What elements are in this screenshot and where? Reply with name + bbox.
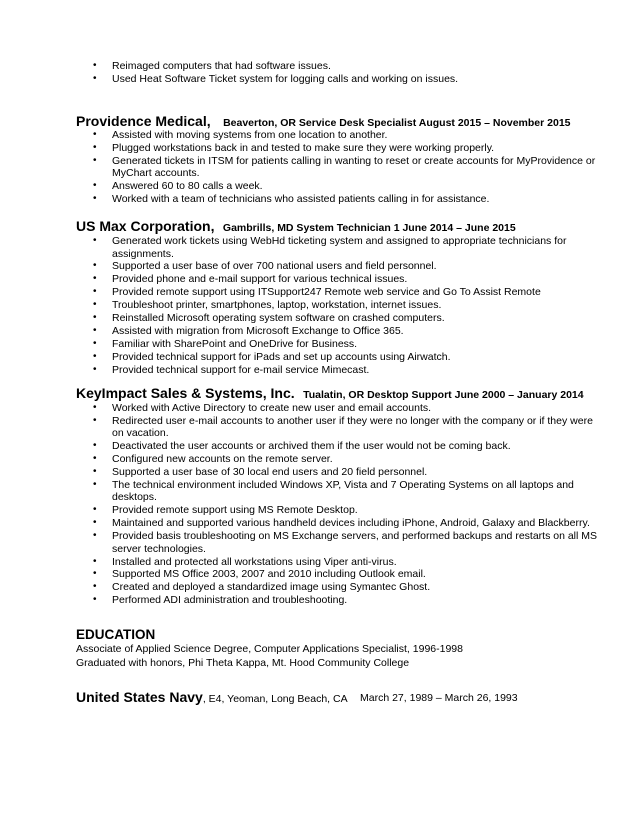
list-item: • Maintained and supported various handheld devices including iPhone, Android, Galaxy and Blackberry. <box>75 517 602 530</box>
navy-dates: March 27, 1989 – March 26, 1993 <box>360 692 518 704</box>
list-item: • Answered 60 to 80 calls a week. <box>75 180 602 193</box>
list-item: • Worked with Active Directory to create new user and email accounts. <box>75 402 602 415</box>
list-item: • Worked with a team of technicians who assisted patients calling in for assistance. <box>75 193 602 206</box>
education-honors: Graduated with honors, Phi Theta Kappa, Mt. Hood Community College <box>76 657 410 669</box>
job-heading-usmax <box>76 218 516 236</box>
company-name: Providence Medical, <box>76 113 211 129</box>
list-item: • Performed ADI administration and troubleshooting. <box>75 594 602 607</box>
list-item: • Provided technical support for e-mail service Mimecast. <box>75 364 602 377</box>
list-item: • Created and deployed a standardized image using Symantec Ghost. <box>75 581 602 594</box>
list-item: • Installed and protected all workstations using Viper anti-virus. <box>75 556 602 569</box>
list-item: • Plugged workstations back in and tested to make sure they were working properly. <box>75 142 602 155</box>
list-item: • Assisted with moving systems from one location to another. <box>75 129 602 142</box>
job-details: Tualatin, OR Desktop Support June 2000 – January 2014 <box>303 389 584 401</box>
list-item: • Configured new accounts on the remote server. <box>75 453 602 466</box>
list-item: • Reinstalled Microsoft operating system software on crashed computers. <box>75 312 602 325</box>
navy-name: United States Navy <box>76 689 203 705</box>
navy-details: , E4, Yeoman, Long Beach, CA <box>202 693 348 705</box>
job-bullet-list-keyimpact <box>0 402 602 607</box>
list-item: • Assisted with migration from Microsoft Exchange to Office 365. <box>75 325 602 338</box>
list-item: • Supported MS Office 2003, 2007 and 2010 including Outlook email. <box>75 568 602 581</box>
list-item: • Generated tickets in ITSM for patients calling in wanting to reset or create accounts for MyProvidence or MyChart accounts. <box>75 155 602 180</box>
list-item: • Provided remote support using MS Remote Desktop. <box>75 504 602 517</box>
list-item: • Provided technical support for iPads and set up accounts using Airwatch. <box>75 351 602 364</box>
job-details: Beaverton, OR Service Desk Specialist August 2015 – November 2015 <box>223 117 571 129</box>
list-item: • Redirected user e-mail accounts to another user if they were no longer with the company or if they were on vacation. <box>75 415 602 440</box>
navy-heading <box>76 689 518 707</box>
list-item: • Deactivated the user accounts or archived them if the user would not be coming back. <box>75 440 602 453</box>
job-details: Gambrills, MD System Technician 1 June 2014 – June 2015 <box>222 222 516 234</box>
company-name: US Max Corporation, <box>76 218 215 234</box>
top-bullet-list <box>0 60 602 86</box>
list-item: • Familiar with SharePoint and OneDrive for Business. <box>75 338 602 351</box>
list-item: • Supported a user base of over 700 national users and field personnel. <box>75 260 602 273</box>
list-item: • Provided remote support using ITSupport247 Remote web service and Go To Assist Remote <box>75 286 602 299</box>
job-bullet-list-providence <box>0 129 602 206</box>
education-degree: Associate of Applied Science Degree, Computer Applications Specialist, 1996-1998 <box>76 643 463 655</box>
education-heading: EDUCATION <box>76 627 156 642</box>
company-name: KeyImpact Sales & Systems, Inc. <box>76 385 295 401</box>
list-item: • Provided basis troubleshooting on MS Exchange servers, and performed backups and restarts on all MS server technologies. <box>75 530 602 555</box>
list-item: • Used Heat Software Ticket system for logging calls and working on issues. <box>75 73 602 86</box>
list-item: • Reimaged computers that had software issues. <box>75 60 602 73</box>
list-item: • Generated work tickets using WebHd ticketing system and assigned to appropriate technicians for assignments. <box>75 235 602 260</box>
list-item: • The technical environment included Windows XP, Vista and 7 Operating Systems on all laptops and desktops. <box>75 479 602 504</box>
list-item: • Troubleshoot printer, smartphones, laptop, workstation, internet issues. <box>75 299 602 312</box>
list-item: • Provided phone and e-mail support for various technical issues. <box>75 273 602 286</box>
job-bullet-list-usmax <box>0 235 602 376</box>
list-item: • Supported a user base of 30 local end users and 20 field personnel. <box>75 466 602 479</box>
job-heading-keyimpact <box>76 385 584 403</box>
